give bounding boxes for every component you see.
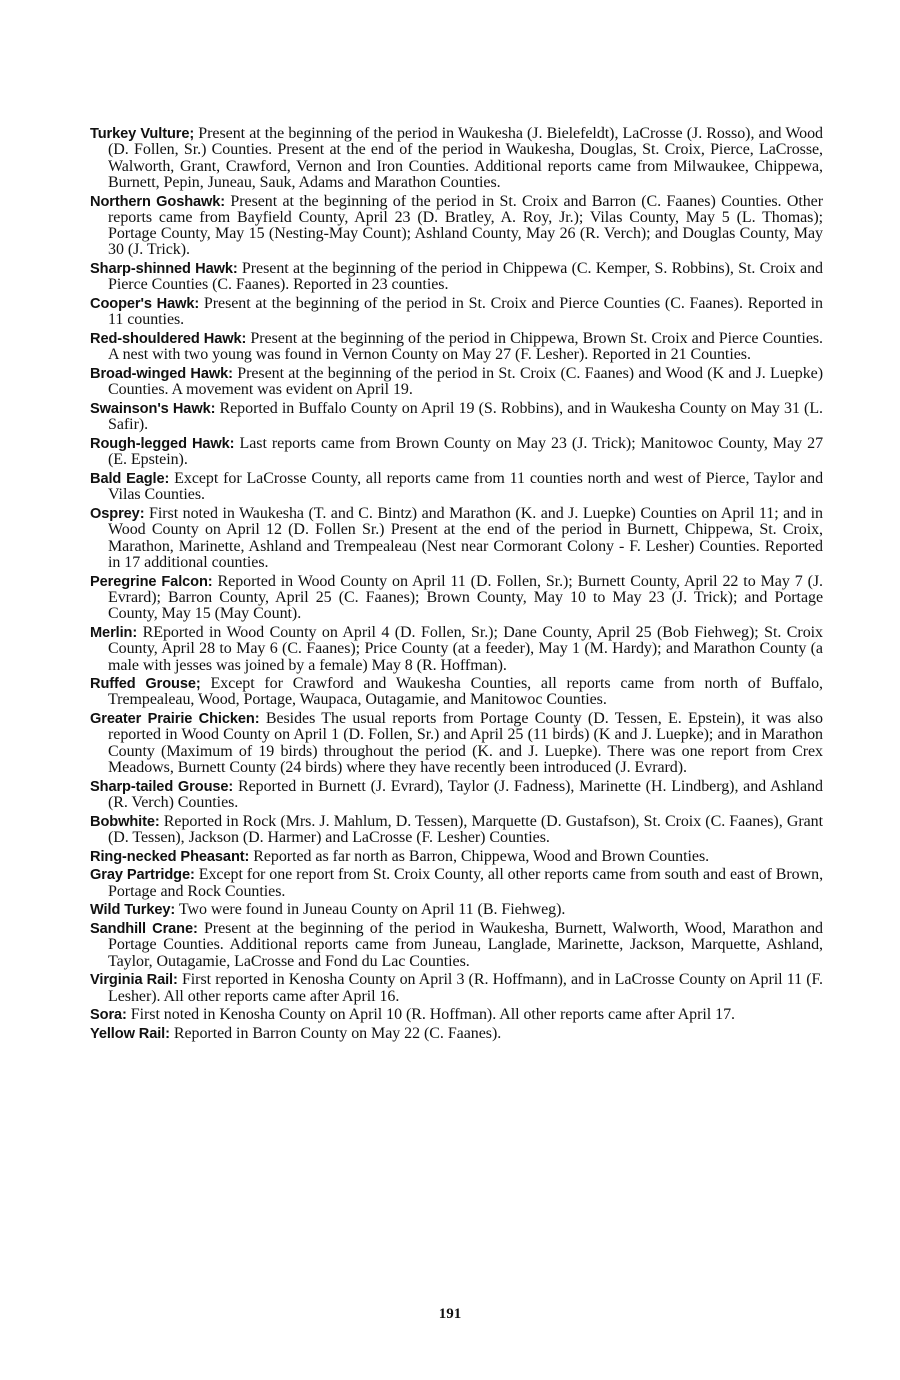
entry-text: Present at the beginning of the period in Chippewa (C. Kemper, S. Robbins), St. Croix and Pierce Counties (C. Faanes). Reported in 23 counties. [108,260,823,294]
entry-text: Reported as far north as Barron, Chippewa, Wood and Brown Counties. [253,847,710,865]
entry-sharp-shinned-hawk [90,261,823,294]
species-name: Greater Prairie Chicken: [90,711,260,728]
entry-sora [90,1007,823,1023]
entry-coopers-hawk [90,296,823,329]
entry-wild-turkey [90,902,823,918]
entry-merlin [90,625,823,674]
species-name: Sharp-shinned Hawk: [90,261,238,278]
entry-text: Last reports came from Brown County on May 23 (J. Trick); Manitowoc County, May 27 (E. Epstein). [108,435,824,469]
entry-swainsons-hawk [90,401,823,434]
species-name: Red-shouldered Hawk: [90,331,247,348]
entry-text: First reported in Kenosha County on April 3 (R. Hoffmann), and in LaCrosse County on April 11 (F. Lesher). All other reports came after April 16. [108,971,823,1005]
entry-text: Two were found in Juneau County on April 11 (B. Fiehweg). [178,901,566,919]
entry-ruffed-grouse [90,676,823,709]
entry-northern-goshawk [90,194,823,259]
entry-text: Present at the beginning of the period in Chippewa, Brown St. Croix and Pierce Counties. A nest with two young was found in Vernon County on May 27 (F. Lesher). Reported in 21 Counties. [108,330,823,364]
species-name: Swainson's Hawk: [90,401,216,418]
species-name: Ring-necked Pheasant: [90,848,250,865]
entry-text: First noted in Waukesha (T. and C. Bintz) and Marathon (K. and J. Luepke) Counties on April 11; and in Wood County on April 12 (D. Follen Sr.) Present at the end of the period in Burnett, Chippewa, St. Croix, Marathon, Marinette, Ashland and Trempealeau (Nest near Cormorant Colony - F. Lesher) Counties. Reported in 17 additional counties. [108,505,823,571]
entry-peregrine-falcon [90,574,823,623]
entry-virginia-rail [90,972,823,1005]
entry-text: Reported in Burnett (J. Evrard), Taylor (J. Fadness), Marinette (H. Lindberg), and Ashland (R. Verch) Counties. [108,777,824,812]
entry-ring-necked-pheasant [90,849,823,865]
entry-bald-eagle [90,471,823,504]
entry-sharp-tailed-grouse [90,779,823,812]
page-number: 191 [438,1306,462,1322]
entry-text: Besides The usual reports from Portage County (D. Tessen, E. Epstein), it was also reported in Wood County on April 1 (D. Follen, Sr.) and April 25 (11 birds) (K and J. Luepke); and in Marathon County (Maximum of 19 birds) throughout the period (K. and J. Luepke). There was one report from Crex Meadows, Burnett County (24 birds) where they have recently been introduced (J. Evrard). [108,710,823,777]
species-name: Virginia Rail: [90,972,178,989]
species-name: Sharp-tailed Grouse: [90,778,234,795]
entry-text: First noted in Kenosha County on April 10 (R. Hoffman). All other reports came after April 17. [130,1006,736,1024]
entry-osprey [90,506,823,571]
species-name: Yellow Rail: [90,1026,170,1043]
entry-text: Except for LaCrosse County, all reports came from 11 counties north and west of Pierce, Taylor and Vilas Counties. [108,470,824,504]
entry-broad-winged-hawk [90,366,823,399]
species-name: Northern Goshawk: [90,193,226,210]
entry-red-shouldered-hawk [90,331,823,364]
entry-sandhill-crane [90,921,823,970]
species-name: Gray Partridge: [90,867,195,884]
entry-bobwhite [90,814,823,847]
entry-text: Reported in Wood County on April 11 (D. Follen, Sr.); Burnett County, April 22 to May 7 (J. Evrard); Barron County, April 25 (C. Faanes); Brown County, May 10 to May 23 (J. Trick); and Portage County, May 15 (May Count). [108,572,824,623]
entry-text: Present at the beginning of the period in St. Croix and Barron (C. Faanes) Counties. Other reports came from Bayfield County, April 23 (D. Bratley, A. Roy, Jr.); Vilas County, May 5 (L. Thomas); Portage County, May 15 (Nesting-May Count); Ashland County, May 26 (R. Verch); and Douglas County, May 30 (J. Trick). [108,192,823,259]
species-name: Peregrine Falcon: [90,573,213,590]
species-name: Broad-winged Hawk: [90,366,233,383]
document-body [90,126,823,1045]
entry-yellow-rail [90,1026,823,1042]
entry-text: Present at the beginning of the period in St. Croix (C. Faanes) and Wood (K and J. Luepke) Counties. A movement was evident on April 19. [108,365,824,399]
entry-text: Reported in Buffalo County on April 19 (S. Robbins), and in Waukesha County on May 31 (L. Safir). [108,400,824,434]
entry-turkey-vulture [90,126,823,191]
entry-text: Reported in Barron County on May 22 (C. Faanes). [173,1025,502,1043]
entry-text: REported in Wood County on April 4 (D. Follen, Sr.); Dane County, April 25 (Bob Fiehweg); St. Croix County, April 28 to May 6 (C. Faanes); Price County (at a feeder), May 1 (M. Hardy); and Marathon County (a male with jesses was joined by a female) May 8 (R. Hoffman). [108,623,823,674]
species-name: Sora: [90,1007,127,1024]
entry-gray-partridge [90,867,823,900]
entry-text: Present at the beginning of the period in Waukesha, Burnett, Walworth, Wood, Marathon and Portage Counties. Additional reports came from Juneau, Langlade, Marinette, Jackson, Marquette, Ashland, Taylor, Outagamie, LaCrosse and Fond du Lac Counties. [108,920,823,970]
species-name: Cooper's Hawk: [90,296,200,313]
entry-text: Present at the beginning of the period in St. Croix and Pierce Counties (C. Faanes). Reported in 11 counties. [108,295,824,329]
species-name: Wild Turkey: [90,902,176,919]
entry-rough-legged-hawk [90,436,823,469]
species-name: Turkey Vulture; [90,126,195,142]
species-name: Bald Eagle: [90,471,170,488]
species-name: Osprey: [90,506,145,523]
entry-text: Reported in Rock (Mrs. J. Mahlum, D. Tessen), Marquette (D. Gustafson), St. Croix (C. Faanes), Grant (D. Tessen), Jackson (D. Harmer) and LaCrosse (F. Lesher) Counties. [108,812,823,847]
entry-greater-prairie-chicken [90,711,823,776]
species-name: Sandhill Crane: [90,921,198,938]
species-name: Bobwhite: [90,813,160,830]
species-name: Rough-legged Hawk: [90,436,235,453]
entry-text: Except for Crawford and Waukesha Counties, all reports came from north of Buffalo, Trempealeau, Wood, Portage, Waupaca, Outagamie, and Manitowoc Counties. [108,675,824,709]
entry-text: Except for one report from St. Croix County, all other reports came from south and east of Brown, Portage and Rock Counties. [108,866,824,900]
entry-text: Present at the beginning of the period in Waukesha (J. Bielefeldt), LaCrosse (J. Rosso), and Wood (D. Follen, Sr.) Counties. Present at the end of the period in Waukesha, Douglas, St. Croix, Pierce, LaCrosse, Walworth, Grant, Crawford, Vernon and Iron Counties. Additional reports came from Milwaukee, Chippewa, Burnett, Pepin, Juneau, Sauk, Adams and Marathon Counties. [108,125,823,191]
species-name: Ruffed Grouse; [90,676,201,693]
species-name: Merlin: [90,624,138,641]
